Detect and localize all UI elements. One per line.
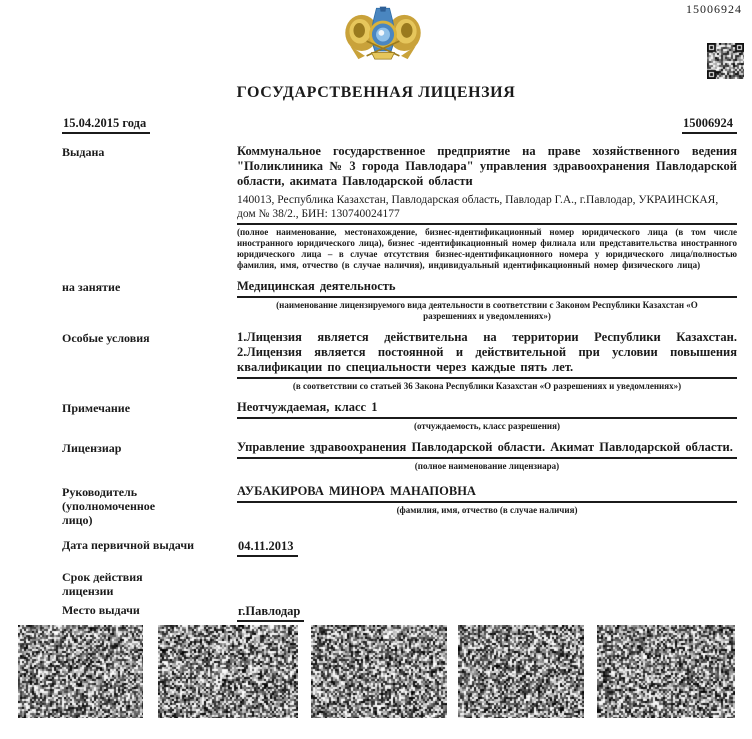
field-special-conditions [62, 330, 737, 392]
field-licensor-caption: (полное наименование лицензиара) [414, 461, 560, 471]
field-issued-to-address: 140013, Республика Казахстан, Павлодарская область, Павлодар Г.А., г.Павлодар, УКРАИНСКАЯ, дом № 38/2., БИН: 130740024177 [237, 194, 737, 225]
field-place-of-issue [62, 602, 737, 622]
field-note-value: Неотчуждаемая, класс 1 [237, 400, 737, 419]
field-note-label: Примечание [62, 401, 131, 415]
barcode-block [458, 625, 584, 718]
barcode-block [311, 625, 447, 718]
field-licensor-value: Управление здравоохранения Павлодарской области. Акимат Павлодарской области. [237, 440, 737, 459]
field-licensor [62, 440, 737, 472]
qr-code [707, 43, 744, 79]
field-special-conditions-caption: (в соответствии со статьей 36 Закона Республики Казахстан «О разрешениях и уведомлениях») [292, 381, 682, 391]
field-issued-to-value: Коммунальное государственное предприятие на праве хозяйственного ведения "Поликлиника № 3 города Павлодара" управления здравоохранения Павлодарской области, акимата Павлодарской области [237, 144, 737, 188]
field-activity-value: Медицинская деятельность [237, 279, 737, 298]
license-number: 15006924 [682, 116, 737, 134]
document-serial-number: 15006924 [686, 2, 742, 16]
field-place-of-issue-label: Место выдачи [62, 603, 140, 617]
field-special-conditions-value: 1.Лицензия является действительна на территории Республики Казахстан. 2.Лицензия является постоянной и действительной при условии повышения квалификации по специальности через каждые пять лет. [237, 330, 737, 379]
field-note [62, 400, 737, 432]
field-issued-to-label: Выдана [62, 145, 105, 159]
date-number-row [62, 116, 737, 134]
field-head [62, 484, 737, 527]
field-note-caption: (отчуждаемость, класс разрешения) [414, 421, 560, 431]
field-licensor-label: Лицензиар [62, 441, 122, 455]
field-head-label: Руководитель (уполномоченное лицо) [62, 485, 156, 527]
field-head-value: АУБАКИРОВА МИНОРА МАНАПОВНА [237, 484, 737, 503]
field-issued-to [62, 144, 737, 271]
issue-date: 15.04.2015 года [62, 116, 150, 134]
field-activity-caption: (наименование лицензируемого вида деятельности в соответствии с Законом Республики Казахстан «О разрешениях и уведомлениях») [276, 300, 698, 321]
field-validity-period-label: Срок действия лицензии [62, 570, 143, 598]
field-head-caption: (фамилия, имя, отчество (в случае наличия) [396, 505, 578, 515]
security-barcode-strip [18, 625, 740, 720]
page-title: ГОСУДАРСТВЕННАЯ ЛИЦЕНЗИЯ [236, 84, 516, 101]
kazakhstan-coat-of-arms-icon [342, 5, 424, 69]
field-first-issue-date-label: Дата первичной выдачи [62, 538, 195, 552]
field-activity-label: на занятие [62, 280, 121, 294]
field-issued-to-caption: (полное наименование, местонахождение, бизнес-идентификационный номер юридического лица (в том числе иностранного юридического лица), бизнес -идентификационный номер филиала или представительства иностранного юридического лица – в случае отсутствия бизнес-идентификационного номера у юридического лица/полностью фамилия, имя, отчество (в случае наличия), индивидуальный идентификационный номер физического лица) [237, 227, 737, 270]
field-first-issue-date-value: 04.11.2013 [237, 539, 298, 557]
field-activity [62, 279, 737, 322]
field-special-conditions-label: Особые условия [62, 331, 150, 345]
barcode-block [158, 625, 298, 718]
license-body [62, 116, 737, 630]
field-place-of-issue-value: г.Павлодар [237, 604, 304, 622]
barcode-block [18, 625, 143, 718]
barcode-block [597, 625, 735, 718]
field-validity-period [62, 569, 737, 598]
field-first-issue-date [62, 537, 737, 557]
